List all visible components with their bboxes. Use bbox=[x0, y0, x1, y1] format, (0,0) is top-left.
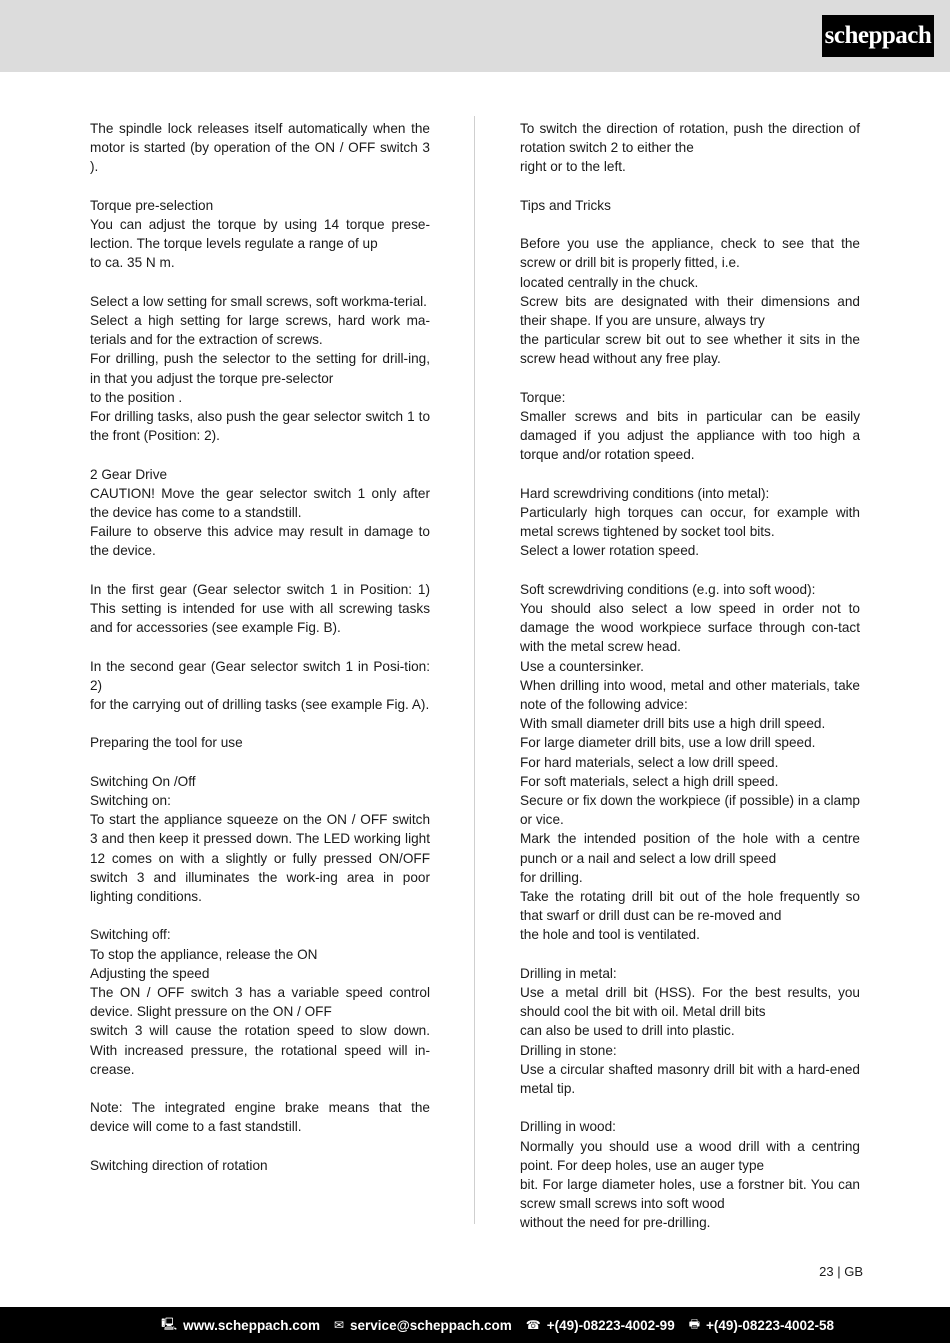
paragraph: For hard materials, select a low drill speed. bbox=[520, 754, 779, 770]
paragraph-spacer bbox=[520, 561, 860, 580]
email-link[interactable]: service@scheppach.com bbox=[350, 1317, 512, 1333]
phone-icon: ☎ bbox=[525, 1318, 541, 1332]
paragraph: for drilling. bbox=[520, 869, 583, 885]
paragraph: Hard screwdriving conditions (into metal): bbox=[520, 485, 770, 501]
paragraph: the particular screw bit out to see whether it sits in the screw head without any free play. bbox=[520, 332, 860, 367]
paragraph: Adjusting the speed bbox=[90, 965, 210, 981]
paragraph: Smaller screws and bits in particular can be easily damaged if you adjust the appliance with too high a torque and/or rotation speed. bbox=[520, 409, 860, 463]
paragraph-spacer bbox=[90, 273, 430, 292]
paragraph: To stop the appliance, release the ON bbox=[90, 946, 318, 962]
paragraph: Select a lower rotation speed. bbox=[520, 543, 700, 559]
paragraph: Screw bits are designated with their dimensions and their shape. If you are unsure, always try bbox=[520, 293, 860, 328]
paragraph: Note: The integrated engine brake means that the device will come to a fast standstill. bbox=[90, 1100, 430, 1135]
paragraph: can also be used to drill into plastic. bbox=[520, 1023, 735, 1039]
paragraph: right or to the left. bbox=[520, 159, 626, 175]
paragraph: Switching on: bbox=[90, 793, 171, 808]
paragraph: Use a circular shafted masonry drill bit with a hard-ened metal tip. bbox=[520, 1061, 860, 1097]
paragraph-spacer bbox=[520, 1098, 860, 1117]
paragraph: In the second gear (Gear selector switch 1 in Posi-tion: 2) bbox=[90, 658, 430, 693]
paragraph-spacer bbox=[90, 1137, 430, 1156]
paragraph: Drilling in stone: bbox=[520, 1042, 617, 1058]
paragraph-spacer bbox=[90, 714, 430, 733]
fax-icon: 🖶 bbox=[688, 1316, 701, 1331]
paragraph: Soft screwdriving conditions (e.g. into soft wood): bbox=[520, 581, 816, 597]
paragraph-spacer bbox=[520, 465, 860, 484]
paragraph-spacer bbox=[90, 637, 430, 656]
fax-number: +(49)-08223-4002-58 bbox=[706, 1317, 834, 1333]
paragraph: For drilling tasks, also push the gear selector switch 1 to the front (Position: 2). bbox=[90, 409, 430, 444]
paragraph: Preparing the tool for use bbox=[90, 735, 243, 751]
website-link[interactable]: www.scheppach.com bbox=[183, 1317, 320, 1333]
paragraph: Switching direction of rotation bbox=[90, 1157, 268, 1173]
paragraph: The spindle lock releases itself automatically when the motor is started (by operation of the ON / OFF switch 3 ). bbox=[90, 121, 430, 175]
paragraph: You can adjust the torque by using 14 torque prese-lection. The torque levels regulate a range of up bbox=[90, 217, 430, 252]
paragraph-spacer bbox=[90, 445, 430, 464]
scheppach-logo: scheppach bbox=[822, 15, 934, 57]
paragraph: Switching off: bbox=[90, 927, 171, 943]
paragraph: Torque: bbox=[520, 389, 566, 405]
paragraph-spacer bbox=[90, 177, 430, 196]
paragraph-spacer bbox=[90, 906, 430, 925]
paragraph: Select a high setting for large screws, hard work ma-terials and for the extraction of screws. bbox=[90, 313, 430, 348]
paragraph-spacer bbox=[520, 215, 860, 234]
paragraph: Take the rotating drill bit out of the hole frequently so that swarf or drill dust can be re-moved and bbox=[520, 889, 860, 924]
paragraph-spacer bbox=[520, 177, 860, 196]
paragraph: located centrally in the chuck. bbox=[520, 274, 699, 290]
paragraph-spacer bbox=[90, 561, 430, 580]
paragraph: When drilling into wood, metal and other materials, take note of the following advice: bbox=[520, 677, 860, 713]
phone-number: +(49)-08223-4002-99 bbox=[546, 1317, 675, 1333]
paragraph: Torque pre-selection bbox=[90, 197, 214, 213]
paragraph: to ca. 35 N m. bbox=[90, 255, 175, 271]
paragraph: To switch the direction of rotation, push the direction of rotation switch 2 to either the bbox=[520, 121, 860, 156]
paragraph: For large diameter drill bits, use a low drill speed. bbox=[520, 735, 816, 751]
paragraph: without the need for pre-drilling. bbox=[520, 1215, 711, 1231]
paragraph: Particularly high torques can occur, for example with metal screws tightened by socket tool bits. bbox=[520, 505, 860, 540]
paragraph: You should also select a low speed in order not to damage the wood workpiece surface through con-tact with the metal screw head. bbox=[520, 601, 860, 655]
right-text-column bbox=[520, 119, 860, 1233]
paragraph: For soft materials, select a high drill speed. bbox=[520, 773, 779, 789]
paragraph: Use a metal drill bit (HSS). For the best results, you should cool the bit with oil. Metal drill bits bbox=[520, 985, 860, 1020]
paragraph: switch 3 will cause the rotation speed to slow down. With increased pressure, the rotational speed will in-crease. bbox=[90, 1023, 430, 1077]
paragraph: for the carrying out of drilling tasks (see example Fig. A). bbox=[90, 697, 430, 713]
page-number: 23 | GB bbox=[819, 1264, 863, 1279]
paragraph: 2 Gear Drive bbox=[90, 466, 168, 482]
paragraph: To start the appliance squeeze on the ON / OFF switch 3 and then keep it pressed down. The LED working light 12 comes on with a slightly or fully pressed ON/OFF switch 3 and illuminates the work-ing area in poor lighting conditions. bbox=[90, 812, 430, 905]
column-divider bbox=[474, 116, 475, 1224]
paragraph: In the first gear (Gear selector switch 1 in Position: 1) This setting is intended for use with all screwing tasks and for accessories (see example Fig. B). bbox=[90, 581, 430, 636]
paragraph-spacer bbox=[90, 1079, 430, 1098]
footer-email[interactable] bbox=[334, 1318, 512, 1333]
paragraph-spacer bbox=[90, 753, 430, 772]
paragraph: For drilling, push the selector to the setting for drill-ing, in that you adjust the torque pre-selector bbox=[90, 351, 430, 386]
paragraph: Secure or fix down the workpiece (if possible) in a clamp or vice. bbox=[520, 793, 860, 828]
paragraph: Drilling in metal: bbox=[520, 965, 617, 981]
paragraph: With small diameter drill bits use a high drill speed. bbox=[520, 716, 826, 732]
page-header bbox=[0, 0, 950, 72]
paragraph: Drilling in wood: bbox=[520, 1119, 616, 1135]
paragraph: Before you use the appliance, check to see that the screw or drill bit is properly fitted, i.e. bbox=[520, 236, 860, 271]
paragraph: CAUTION! Move the gear selector switch 1 only after the device has come to a standstill. bbox=[90, 485, 430, 521]
paragraph: Failure to observe this advice may result in damage to the device. bbox=[90, 524, 430, 559]
paragraph: Select a low setting for small screws, soft workma-terial. bbox=[90, 293, 427, 309]
envelope-icon: ✉ bbox=[333, 1318, 345, 1332]
paragraph: Normally you should use a wood drill with a centring point. For deep holes, use an auger type bbox=[520, 1138, 860, 1173]
paragraph: Tips and Tricks bbox=[520, 197, 611, 213]
paragraph: Mark the intended position of the hole with a centre punch or a nail and select a low drill speed bbox=[520, 831, 860, 866]
paragraph: Use a countersinker. bbox=[520, 658, 644, 674]
footer-phone bbox=[526, 1318, 675, 1333]
left-text-column bbox=[90, 119, 430, 1175]
footer-website[interactable] bbox=[161, 1315, 320, 1336]
paragraph: bit. For large diameter holes, use a forstner bit. You can screw small screws into soft wood bbox=[520, 1177, 860, 1212]
paragraph: Switching On /Off bbox=[90, 773, 196, 789]
paragraph-spacer bbox=[520, 369, 860, 388]
page-footer bbox=[0, 1307, 950, 1343]
computer-icon: 🖳 bbox=[161, 1316, 178, 1331]
paragraph: The ON / OFF switch 3 has a variable speed control device. Slight pressure on the ON / OFF bbox=[90, 985, 430, 1020]
paragraph: the hole and tool is ventilated. bbox=[520, 927, 700, 943]
paragraph: to the position . bbox=[90, 389, 183, 405]
paragraph-spacer bbox=[520, 945, 860, 964]
footer-fax bbox=[689, 1315, 834, 1336]
